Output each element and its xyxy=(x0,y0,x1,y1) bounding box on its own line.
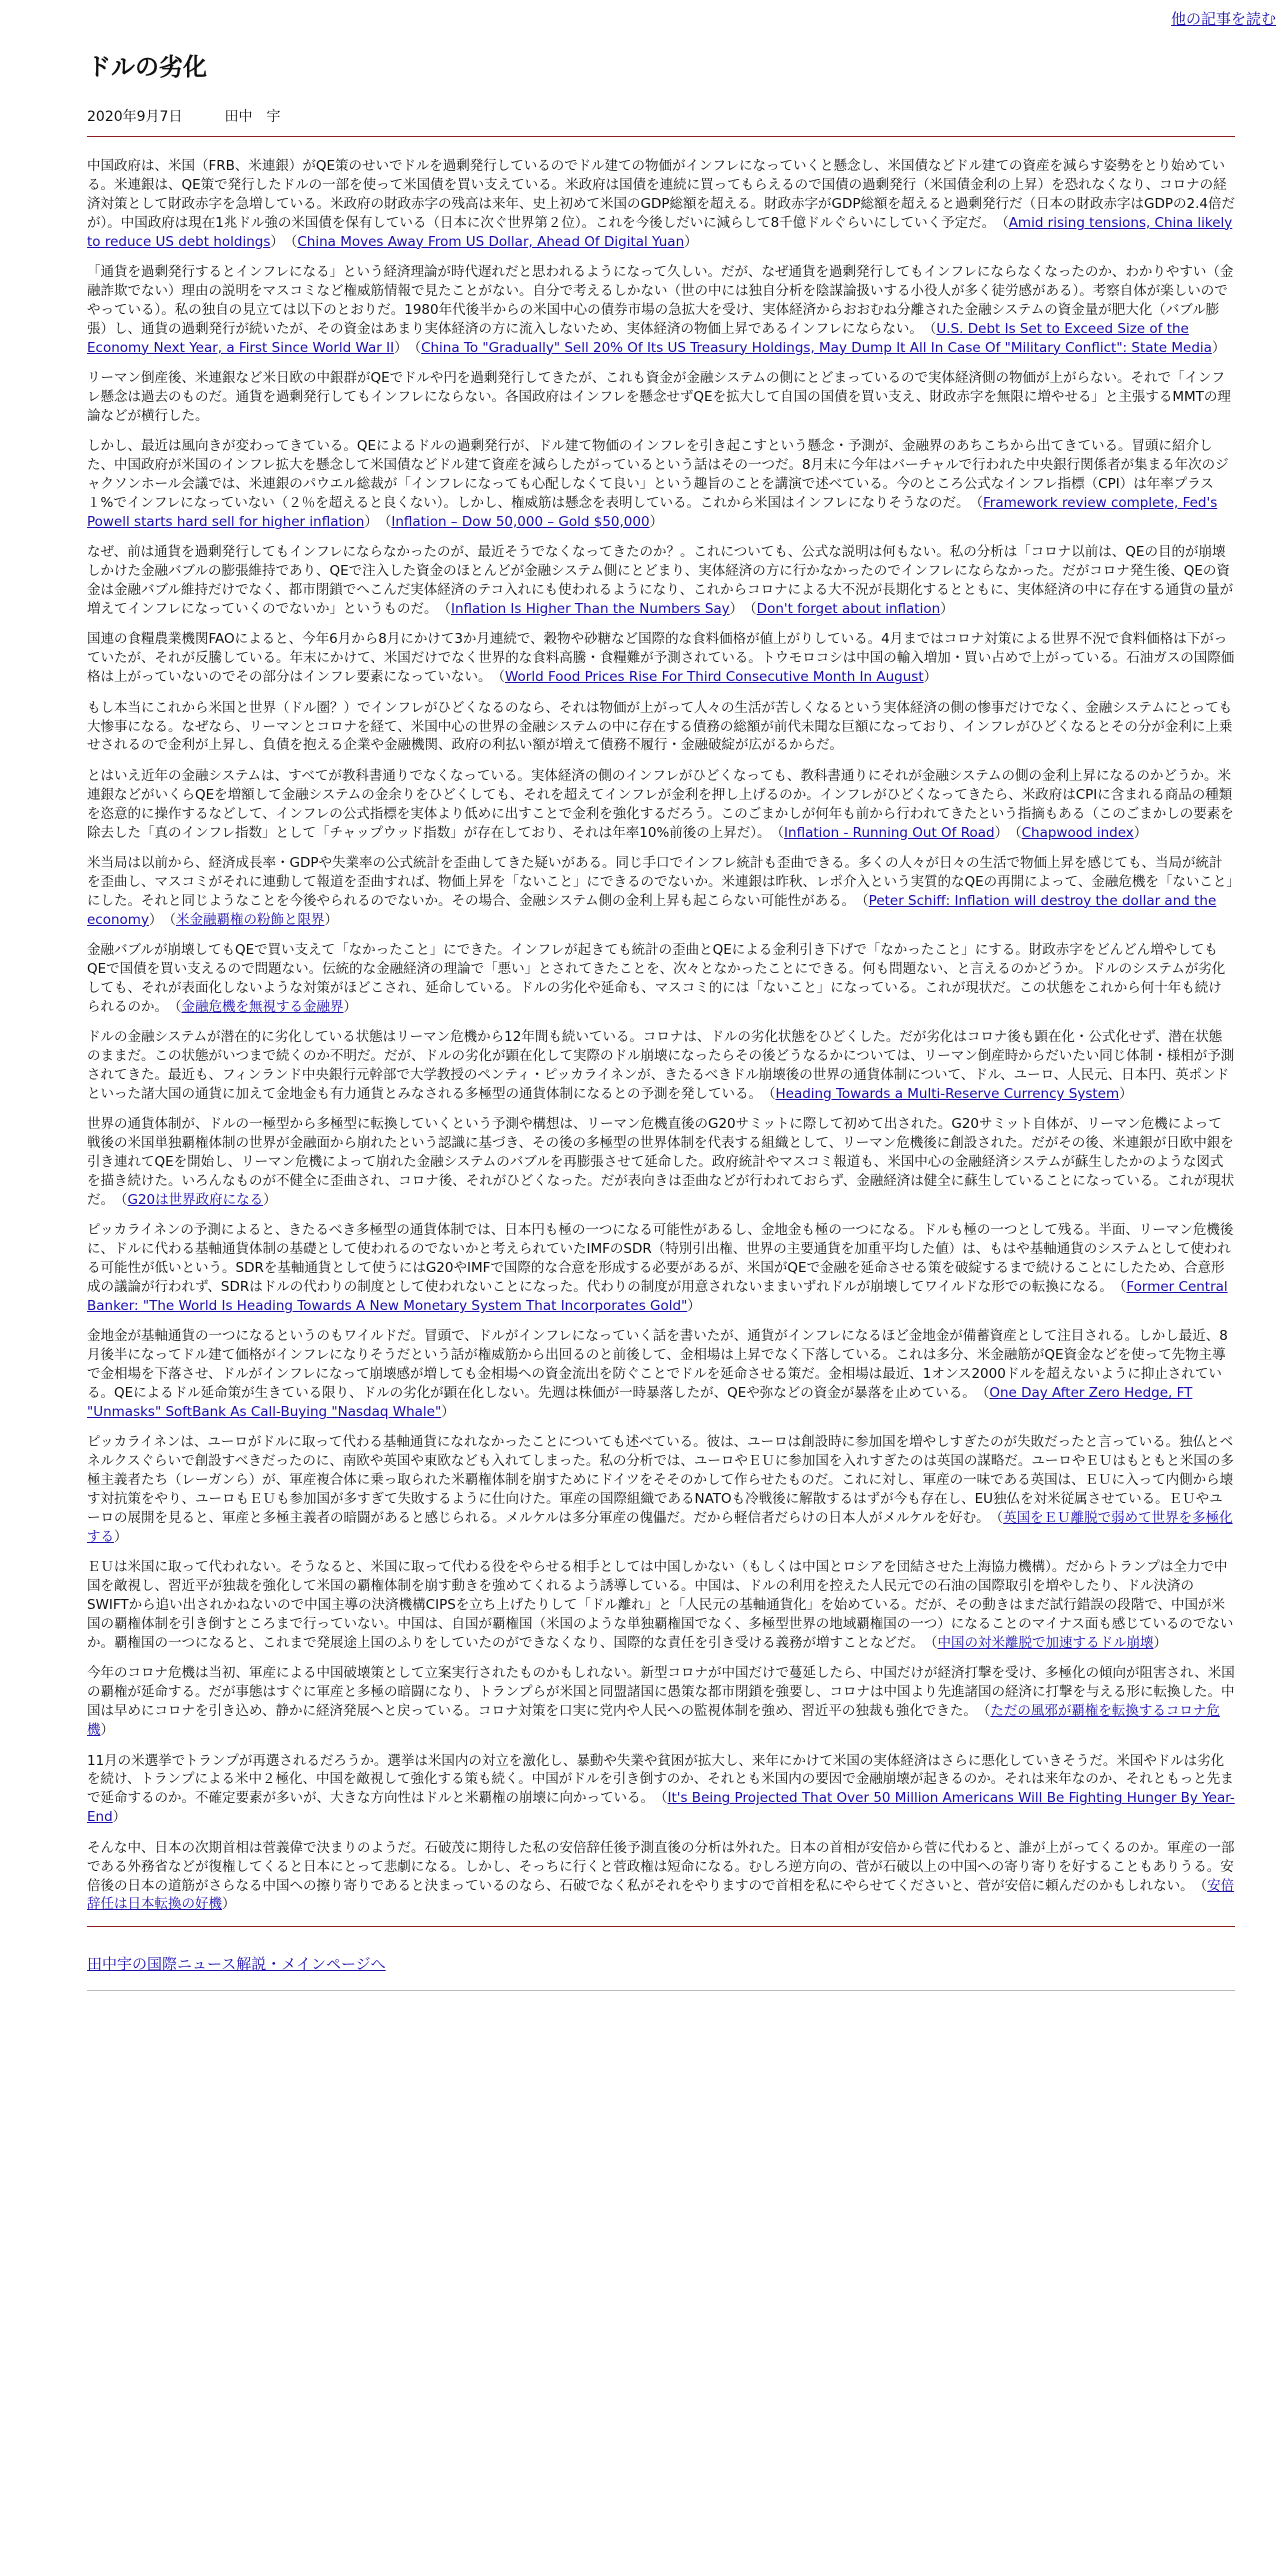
reference-link[interactable]: 金融危機を無視する金融界 xyxy=(181,998,344,1015)
reference-link[interactable]: Inflation - Running Out Of Road xyxy=(784,824,995,841)
other-articles-link[interactable]: 他の記事を読む xyxy=(1170,10,1276,28)
reference-link[interactable]: Former Central Banker: "The World Is Heading Towards A New Monetary System That Incorporates Gold" xyxy=(87,1279,1228,1315)
reference-link[interactable]: Framework review complete, Fed's Powell starts hard sell for higher inflation xyxy=(87,495,1218,530)
article-paragraph: 国連の食糧農業機関FAOによると、今年6月から8月にかけて3か月連続で、穀物や砂糖など国際的な食料価格が値上がりしている。4月まではコロナ対策による世界不況で食料価格は下がっていたが、それが反騰している。年末にかけて、米国だけでなく世界的な食料高騰・食糧難が予測されている。トウモロコシは中国の輸入増加・買い占めで上がっている。石油ガスの国際価格は上がっていないのでその部分はインフレ要素になっていない。 （World Food Prices Rise For Third Consecutive Month In August） xyxy=(87,631,1235,686)
paragraph-text: とはいえ近年の金融システムは、すべてが教科書通りでなくなっている。実体経済の側のインフレがひどくなっても、教科書通りにそれが金融システムの側の金利上昇になるのかどうか。米連銀などがいくらQEを増額して金融システムの金余りをひどくしても、それを超えてインフレが金利を押し上げるのか。インフレがひどくなってきたら、米政府はCPIに含まれる商品の種類を恣意的に操作するなどして、インフレの公式指標を実体より低めに出すことで金利を強化するだろう。このごまかしが何年も前から行われてきたという指摘もある（このごまかしの要素を除去した「真のインフレ指数」として「チャップウッド指数」が存在しており、それは年率10%前後の上昇だ）。 xyxy=(87,767,1234,841)
reference-link[interactable]: Inflation – Dow 50,000 – Gold $50,000 xyxy=(391,513,650,530)
reference-link[interactable]: Chapwood index xyxy=(1021,824,1134,841)
paragraph-text: なぜ、前は通貨を過剰発行してもインフレにならなかったのが、最近そうでなくなってきたのか？。これについても、公式な説明は何もない。私の分析は「コロナ以前は、QEの目的が崩壊しかけた金融バブルの膨張維持であり、QEで注入した資金のほとんどが金融システム側にとどまり、実体経済の方に行かなかったのでインフレにならなかった。だがコロナ発生後、QEの資金は金融バブル維持だけでなく、都市閉鎖でへこんだ実体経済のテコ入れにも使われるようになり、これからコロナによる大不況が長期化するとともに、実体経済の中に存在する通貨の量が増えてインフレになっていくのでないか」というものだ。 xyxy=(87,544,1234,618)
reference-link[interactable]: China To "Gradually" Sell 20% Of Its US Treasury Holdings, May Dump It All In Case Of "Military Conflict": State Media xyxy=(421,339,1212,356)
reference-link[interactable]: World Food Prices Rise For Third Consecutive Month In August xyxy=(504,669,924,686)
paragraph-text: 金地金が基軸通貨の一つになるというのもワイルドだ。冒頭で、ドルがインフレになっていく話を書いたが、通貨がインフレになるほど金地金が備蓄資産として注目される。しかし最近、8月後半になってドル建て価格がインフレになりそうだという話が権威筋から出回るのと前後して、金相場は上昇でなく下落している。これは多分、米金融筋がQE資金などを使って先物主導で金相場を下落させ、ドルがインフレになって崩壊感が増しても金相場への資金流出を防ぐことでドルを延命させる策だ。金相場は最近、1オンス2000ドルを超えないように抑止されている。QEによるドル延命策が生きている限り、ドルの劣化が顕在化しない。先週は株価が一時暴落したが、QEや弥などの資金が暴落を止めている。 xyxy=(87,1328,1228,1402)
article-paragraph: 11月の米選挙でトランプが再選されるだろうか。選挙は米国内の対立を激化し、暴動や失業や貧困が拡大し、来年にかけて米国の実体経済はさらに悪化していきそうだ。米国やドルは劣化を続け、トランプによる米中２極化、中国を敵視して強化する策も続く。中国がドルを引き倒すのか、それとも米国内の要因で金融崩壊が起きるのか。それは来年なのか、それともっと先まで延命するのか。不確定要素が多いが、大きな方向性はドルと米覇権の崩壊に向かっている。 （It's Being Projected That Over 50 Million Americans Will Be Fighting Hunger By Year-End） xyxy=(87,1752,1235,1826)
main-page-link[interactable]: 田中宇の国際ニュース解説・メインページへ xyxy=(87,1955,386,1974)
paragraph-text: 今年のコロナ危機は当初、軍産による中国破壊策として立案実行されたものかもしれない。新型コロナが中国だけで蔓延したら、中国だけが経済打撃を受け、多極化の傾向が阻害され、米国の覇権が延命する。だが事態はすぐに軍産と多極の暗闘になり、トランプらが米国と同盟諸国に愚策な都市閉鎖を強要し、コロナは中国より先進諸国の経済に打撃を与える形に転換した。中国は早めにコロナを引き込め、静かに経済発展へと戻っている。コロナ対策を口実に党内や人民への監視体制を強め、習近平の独裁も強化できた。 xyxy=(87,1665,1235,1720)
article-paragraph: ピッカライネンは、ユーロがドルに取って代わる基軸通貨になれなかったことについても述べている。彼は、ユーロは創設時に参加国を増やしすぎたのが失敗だったと言っている。独仏とベネルクスぐらいで創設すべきだったのに、南欧や英国や東欧なども入れてしまった。私の分析では、ユーロやＥＵに参加国を入れすぎたのは英国の謀略だ。ユーロやＥＵはもともと米国の多極主義者たち（レーガンら）が、軍産複合体に乗っ取られた米覇権体制を崩すためにドイツをそそのかして作らせたものだ。これに対し、軍産の一味である英国は、ＥＵに入って内側から壊す対抗策をやり、ユーロもＥＵも参加国が多すぎて失敗するように仕向けた。軍産の国際組織であるNATOも冷戦後に解散するはずが今も存在し、EU独仏を対米従属させている。ＥＵやユーロの展開を見ると、軍産と多極主義者の暗闘があると感じられる。メルケルは多分軍産の傀儡だ。だから軽信者だらけの日本人がメルケルを好む。 （英国をＥＵ離脱で弱めて世界を多極化する） xyxy=(87,1434,1234,1545)
paragraph-text: ピッカライネンの予測によると、きたるべき多極型の通貨体制では、日本円も極の一つになる可能性があるし、金地金も極の一つになる。ドルも極の一つとして残る。半面、リーマン危機後に、ドルに代わる基軸通貨体制の基礎として使われるのでないかと考えられていたIMFのSDR（特別引出権、世界の主要通貨を加重平均した値）は、もはや基軸通貨のシステムとして使われる可能性が低いという。SDRを基軸通貨として使うにはG20やIMFで国際的な合意を形成する必要があるが、米国がQEで金融を延命させる策を破綻するまで続けることにしたため、合意形成の議論が行われず、SDRはドルの代わりの制度として使われないことになった。代わりの制度が用意されないままいずれドルが崩壊してワイルドな形での転換になる。 xyxy=(87,1222,1234,1296)
author-name: 田中 宇 xyxy=(224,109,281,125)
byline xyxy=(87,108,1235,126)
article-paragraph: 「通貨を過剰発行するとインフレになる」という経済理論が時代遅れだと思われるようになって久しい。だが、なぜ通貨を過剰発行してもインフレにならなくなったのか、わかりやすい（金融詐欺でない）理由の説明をマスコミなど権威筋情報で見たことがない。自分で考えるしかない（世の中には独自分析を陰謀論扱いする小役人が多く徒労感がある）。考察自体が楽しいのでやっている）。私の独自の見立ては以下のとおりだ。1980年代後半からの米国中心の債券市場の急拡大を受け、実体経済からおおむね分離された金融システムの資金量が肥大化（バブル膨張）し、通貨の過剰発行が続いたが、その資金はあまり実体経済の方に流入しないため、実体経済の物価上昇であるインフレにならない。 （U.S. Debt Is Set to Exceed Size of the Economy Next Year, a First Since World War II） （China To "Gradually" Sell 20% Of Its US Treasury Holdings, May Dump It All In Case Of "Military Conflict": State Media） xyxy=(87,264,1234,356)
reference-link[interactable]: 米金融覇権の粉飾と限界 xyxy=(175,911,325,928)
reference-link[interactable]: ただの風邪が覇権を転換するコロナ危機 xyxy=(87,1703,1220,1739)
paragraph-text: もし本当にこれから米国と世界（ドル圏？）でインフレがひどくなるのなら、それは物価が上がって人々の生活が苦しくなるという実体経済の側の惨事だけでなく、金融システムにとっても大惨事になる。なぜなら、リーマンとコロナを経て、米国中心の世界の金融システムの中に存在する債務の総額が前代未聞な巨額になっており、インフレがひどくなるとその分が金利に上乗せされるので金利が上昇し、負債を抱える企業や金融機関、政府の利払い額が増えて債務不履行・金融破綻が広がるからだ。 xyxy=(87,699,1233,754)
reference-link[interactable]: 安倍辞任は日本転換の好機 xyxy=(87,1877,1235,1913)
article-paragraph: しかし、最近は風向きが変わってきている。QEによるドルの過剰発行が、ドル建て物価のインフレを引き起こすという懸念・予測が、金融界のあちこちから出てきている。冒頭に紹介した、中国政府が米国のインフレ拡大を懸念して米国債などドル建て資産を減らしたがっているという話はその一つだ。8月末に今年はバーチャルで行われた中央銀行関係者が集まる年次のジャクソンホール会議では、米連銀のパウエル総裁が「インフレになっても心配しなくて良い」という趣旨のことを講演で述べている。今のところ公式なインフレ指標（CPI）は年率プラス１%でインフレになっていない（２％を超えると良くない）。しかし、権威筋は懸念を表明している。これから米国はインフレになりそうなのだ。 （Framework review complete, Fed's Powell starts hard sell for higher inflation） （Inflation – Dow 50,000 – Gold $50,000） xyxy=(87,438,1229,530)
reference-link[interactable]: China Moves Away From US Dollar, Ahead Of Digital Yuan xyxy=(297,233,685,250)
reference-link[interactable]: U.S. Debt Is Set to Exceed Size of the Economy Next Year, a First Since World War II xyxy=(87,320,1189,356)
article-paragraph: ピッカライネンの予測によると、きたるべき多極型の通貨体制では、日本円も極の一つになる可能性があるし、金地金も極の一つになる。ドルも極の一つとして残る。半面、リーマン危機後に、ドルに代わる基軸通貨体制の基礎として使われるのでないかと考えられていたIMFのSDR（特別引出権、世界の主要通貨を加重平均した値）は、もはや基軸通貨のシステムとして使われる可能性が低いという。SDRを基軸通貨として使うにはG20やIMFで国際的な合意を形成する必要があるが、米国がQEで金融を延命させる策を破綻するまで続けることにしたため、合意形成の議論が行われず、SDRはドルの代わりの制度として使われないことになった。代わりの制度が用意されないままいずれドルが崩壊してワイルドな形での転換になる。 （Former Central Banker: "The World Is Heading Towards A New Monetary System That Incorporates Gold"） xyxy=(87,1222,1234,1315)
reference-link[interactable]: It's Being Projected That Over 50 Million Americans Will Be Fighting Hunger By Year-End xyxy=(87,1790,1235,1826)
reference-link[interactable]: 中国の対米離脱で加速するドル崩壊 xyxy=(937,1635,1154,1652)
paragraph-text: ピッカライネンは、ユーロがドルに取って代わる基軸通貨になれなかったことについても述べている。彼は、ユーロは創設時に参加国を増やしすぎたのが失敗だったと言っている。独仏とベネルクスぐらいで創設すべきだったのに、南欧や英国や東欧なども入れてしまった。私の分析では、ユーロやＥＵに参加国を入れすぎたのは英国の謀略だ。ユーロやＥＵはもともと米国の多極主義者たち（レーガンら）が、軍産複合体に乗っ取られた米覇権体制を崩すためにドイツをそそのかして作らせたものだ。これに対し、軍産の一味である英国は、ＥＵに入って内側から壊す対抗策をやり、ユーロもＥＵも参加国が多すぎて失敗するように仕向けた。軍産の国際組織であるNATOも冷戦後に解散するはずが今も存在し、EU独仏を対米従属させている。ＥＵやユーロの展開を見ると、軍産と多極主義者の暗闘があると感じられる。メルケルは多分軍産の傀儡だ。だから軽信者だらけの日本人がメルケルを好む。 xyxy=(87,1434,1234,1527)
reference-link[interactable]: Peter Schiff: Inflation will destroy the dollar and the economy xyxy=(87,892,1217,928)
paragraph-text: リーマン倒産後、米連銀など米日欧の中銀群がQEでドルや円を過剰発行してきたが、これも資金が金融システムの側にとどまっているので実体経済側の物価が上がらない。それで「インフレ懸念は過去のものだ。通貨を過剰発行してもインフレにならない。各国政府はインフレを懸念せずQEを拡大して自国の国債を買い支え、財政赤字を無限に増やせる」と主張するMMTの理論などが横行した。 xyxy=(87,370,1231,424)
footer-divider xyxy=(87,1926,1235,1927)
title-divider xyxy=(87,136,1235,137)
paragraph-text: ＥＵは米国に取って代われない。そうなると、米国に取って代わる役をやらせる相手としては中国しかない（もしくは中国とロシアを団結させた上海協力機構）。だからトランプは全力で中国を敵視し、習近平が独裁を強化して米国の覇権体制を崩す動きを強めてくれるよう誘導している。中国は、ドルの利用を控えた人民元での石油の国際取引を増やしたり、ドル決済のSWIFTから追い出されかねないので中国主導の決済機構CIPSを立ち上げたりして「ドル離れ」と「人民元の基軸通貨化」を始めている。だが、その動きはまだ試行錯誤の段階で、中国が米国の覇権体制を引き倒すところまで行っていない。中国は、自国が覇権国（米国のような単独覇権国でなく、多極型世界の地域覇権国の一つ）になることのマイナス面も感じているのでないか。覇権国の一つになると、これまで発展途上国のふりをしていたのができなくなり、国際的な責任を引き受ける義務が増すことなどだ。 xyxy=(87,1559,1234,1652)
paragraph-text: 中国政府は、米国（FRB、米連銀）がQE策のせいでドルを過剰発行しているのでドル建ての物価がインフレになっていくと懸念し、米国債などドル建ての資産を減らす姿勢をとり始めている。米連銀は、QE策で発行したドルの一部を使って米国債を買い支えている。米政府は国債を連続に買ってもらえるので国債の過剰発行（米国債金利の上昇）を恐れなくなり、コロナの経済対策として財政赤字を急増している。米政府の財政赤字の残高は来年、史上初めて米国のGDP総額を超える。財政赤字がGDP総額を超えると過剰発行だ（日本の財政赤字はGDPの2.4倍だが）。中国政府は現在1兆ドル強の米国債を保有している（日本に次ぐ世界第２位）。これを今後しだいに減らして8千億ドルぐらいにしていく予定だ。 xyxy=(87,158,1235,231)
paragraph-text: 「通貨を過剰発行するとインフレになる」という経済理論が時代遅れだと思われるようになって久しい。だが、なぜ通貨を過剰発行してもインフレにならなくなったのか、わかりやすい（金融詐欺でない）理由の説明をマスコミなど権威筋情報で見たことがない。自分で考えるしかない（世の中には独自分析を陰謀論扱いする小役人が多く徒労感がある）。考察自体が楽しいのでやっている）。私の独自の見立ては以下のとおりだ。1980年代後半からの米国中心の債券市場の急拡大を受け、実体経済からおおむね分離された金融システムの資金量が肥大化（バブル膨張）し、通貨の過剰発行が続いたが、その資金はあまり実体経済の方に流入しないため、実体経済の物価上昇であるインフレにならない。 xyxy=(87,264,1234,337)
paragraph-text: 米当局は以前から、経済成長率・GDPや失業率の公式統計を歪曲してきた疑いがある。同じ手口でインフレ統計も歪曲できる。多くの人々が日々の生活で物価上昇を感じても、当局が統計を歪曲し、マスコミがそれに連動して報道を歪曲すれば、物価上昇を「ないこと」にできるのでないか。米連銀は昨秋、レポ介入という実質的なQEの再開によって、金融危機を「ないこと」にした。それと同じようなことを今後やられるのでないか。その場合、金融システム側の金利上昇も起こらない可能性がある。 xyxy=(87,855,1234,909)
article-paragraph: なぜ、前は通貨を過剰発行してもインフレにならなかったのが、最近そうでなくなってきたのか？。これについても、公式な説明は何もない。私の分析は「コロナ以前は、QEの目的が崩壊しかけた金融バブルの膨張維持であり、QEで注入した資金のほとんどが金融システム側にとどまり、実体経済の方に行かなかったのでインフレにならなかった。だがコロナ発生後、QEの資金は金融バブル維持だけでなく、都市閉鎖でへこんだ実体経済のテコ入れにも使われるようになり、これからコロナによる大不況が長期化するとともに、実体経済の中に存在する通貨の量が増えてインフレになっていくのでないか」というものだ。 （Inflation Is Higher Than the Numbers Say） （Don't forget about inflation） xyxy=(87,544,1234,618)
paragraph-text: 11月の米選挙でトランプが再選されるだろうか。選挙は米国内の対立を激化し、暴動や失業や貧困が拡大し、来年にかけて米国の実体経済はさらに悪化していきそうだ。米国やドルは劣化を続け、トランプによる米中２極化、中国を敵視して強化する策も続く。中国がドルを引き倒すのか、それとも米国内の要因で金融崩壊が起きるのか。それは来年なのか、それともっと先まで延命するのか。不確定要素が多いが、大きな方向性はドルと米覇権の崩壊に向かっている。 xyxy=(87,1752,1234,1807)
reference-link[interactable]: Inflation Is Higher Than the Numbers Say xyxy=(450,601,730,618)
reference-link[interactable]: 英国をＥＵ離脱で弱めて世界を多極化する xyxy=(87,1510,1233,1545)
paragraph-text: 国連の食糧農業機関FAOによると、今年6月から8月にかけて3か月連続で、穀物や砂糖など国際的な食料価格が値上がりしている。4月まではコロナ対策による世界不況で食料価格は下がっていたが、それが反騰している。年末にかけて、米国だけでなく世界的な食料高騰・食糧難が予測されている。トウモロコシは中国の輸入増加・買い占めで上がっている。石油ガスの国際価格は上がっていないのでその部分はインフレ要素になっていない。 xyxy=(87,631,1235,686)
article-paragraph: とはいえ近年の金融システムは、すべてが教科書通りでなくなっている。実体経済の側のインフレがひどくなっても、教科書通りにそれが金融システムの側の金利上昇になるのかどうか。米連銀などがいくらQEを増額して金融システムの金余りをひどくしても、それを超えてインフレが金利を押し上げるのか。インフレがひどくなってきたら、米政府はCPIに含まれる商品の種類を恣意的に操作するなどして、インフレの公式指標を実体より低めに出すことで金利を強化するだろう。このごまかしが何年も前から行われてきたという指摘もある（このごまかしの要素を除去した「真のインフレ指数」として「チャップウッド指数」が存在しており、それは年率10%前後の上昇だ）。 （Inflation - Running Out Of Road） （Chapwood index） xyxy=(87,767,1234,841)
paragraph-text: ドルの金融システムが潜在的に劣化している状態はリーマン危機から12年間も続いている。コロナは、ドルの劣化状態をひどくした。だが劣化はコロナ後も顕在化・公式化せず、潜在状態のままだ。この状態がいつまで続くのか不明だ。だが、ドルの劣化が顕在化して実際のドル崩壊になったらその後どうなるかについては、リーマン倒産時からだいたい同じ体制・様相が予測されてきた。最近も、フィンランド中央銀行元幹部で大学教授のペンティ・ピッカライネンが、きたるべきドル崩壊後の世界の通貨体制について、ドル、ユーロ、人民元、日本円、英ポンドといった諸大国の通貨に加えて金地金も有力通貨とみなされる多極型の通貨体制になるとの予測を発している。 xyxy=(87,1029,1235,1102)
paragraph-text: そんな中、日本の次期首相は菅義偉で決まりのようだ。石破茂に期待した私の安倍辞任後予測直後の分析は外れた。日本の首相が安倍から菅に代わると、誰が上がってくるのか。軍産の一部である外務省などが復権してくると日本にとって悲劇になる。しかし、そっちに行くと菅政権は短命になる。むしろ逆方向の、菅が石破以上の中国への寄り寄りを好することもありうる。安倍後の日本の道筋がさらなる中国への擦り寄りであると決まっているのなら、石破でなく私がそれをやりますので首相を私にやらせてくださいと、菅が安倍に頼んだのかもしれない。 xyxy=(87,1839,1235,1894)
article-paragraph xyxy=(87,369,1235,426)
article-paragraph: 世界の通貨体制が、ドルの一極型から多極型に転換していくという予測や構想は、リーマン危機直後のG20サミットに際して初めて出された。G20サミット自体が、リーマン危機によって戦後の米国単独覇権体制の世界が金融面から崩れたという認識に基づき、その後の多極型の世界体制を代表する組織として、リーマン危機後に創設された。だがその後、米連銀が日欧中銀を引き連れてQEを開始し、リーマン危機によって崩れた金融システムのバブルを再膨張させて延命した。政府統計やマスコミ報道も、米国中心の金融経済システムが蘇生したかのような図式を描き続けた。いろんなものが不健全に歪曲され、コロナ後、それがひどくなった。だが表向きは歪曲などが行われておらず、金融経済は健全に蘇生していることになっている。これが現状だ。 （G20は世界政府になる） xyxy=(87,1116,1235,1208)
article-container xyxy=(87,0,1235,1999)
page-title: ドルの劣化 xyxy=(87,53,207,81)
reference-link[interactable]: Amid rising tensions, China likely to reduce US debt holdings xyxy=(87,214,1233,250)
reference-link[interactable]: One Day After Zero Hedge, FT "Unmasks" SoftBank As Call-Buying "Nasdaq Whale" xyxy=(87,1385,1193,1421)
reference-link[interactable]: Don't forget about inflation xyxy=(756,601,941,618)
article-paragraph: 中国政府は、米国（FRB、米連銀）がQE策のせいでドルを過剰発行しているのでドル建ての物価がインフレになっていくと懸念し、米国債などドル建ての資産を減らす姿勢をとり始めている。米連銀は、QE策で発行したドルの一部を使って米国債を買い支えている。米政府は国債を連続に買ってもらえるので国債の過剰発行（米国債金利の上昇）を恐れなくなり、コロナの経済対策として財政赤字を急増している。米政府の財政赤字の残高は来年、史上初めて米国のGDP総額を超える。財政赤字がGDP総額を超えると過剰発行だ（日本の財政赤字はGDPの2.4倍だが）。中国政府は現在1兆ドル強の米国債を保有している（日本に次ぐ世界第２位）。これを今後しだいに減らして8千億ドルぐらいにしていく予定だ。 （Amid rising tensions, China likely to reduce US debt holdings） （China Moves Away From US Dollar, Ahead Of Digital Yuan） xyxy=(87,158,1235,250)
article-paragraph: ＥＵは米国に取って代われない。そうなると、米国に取って代わる役をやらせる相手としては中国しかない（もしくは中国とロシアを団結させた上海協力機構）。だからトランプは全力で中国を敵視し、習近平が独裁を強化して米国の覇権体制を崩す動きを強めてくれるよう誘導している。中国は、ドルの利用を控えた人民元での石油の国際取引を増やしたり、ドル決済のSWIFTから追い出されかねないので中国主導の決済機構CIPSを立ち上げたりして「ドル離れ」と「人民元の基軸通貨化」を始めている。だが、その動きはまだ試行錯誤の段階で、中国が米国の覇権体制を引き倒すところまで行っていない。中国は、自国が覇権国（米国のような単独覇権国でなく、多極型世界の地域覇権国の一つ）になることのマイナス面も感じているのでないか。覇権国の一つになると、これまで発展途上国のふりをしていたのができなくなり、国際的な責任を引き受ける義務が増すことなどだ。 （中国の対米離脱で加速するドル崩壊） xyxy=(87,1559,1234,1652)
paragraph-text: しかし、最近は風向きが変わってきている。QEによるドルの過剰発行が、ドル建て物価のインフレを引き起こすという懸念・予測が、金融界のあちこちから出てきている。冒頭に紹介した、中国政府が米国のインフレ拡大を懸念して米国債などドル建て資産を減らしたがっているという話はその一つだ。8月末に今年はバーチャルで行われた中央銀行関係者が集まる年次のジャクソンホール会議では、米連銀のパウエル総裁が「インフレになっても心配しなくて良い」という趣旨のことを講演で述べている。今のところ公式なインフレ指標（CPI）は年率プラス１%でインフレになっていない（２％を超えると良くない）。しかし、権威筋は懸念を表明している。これから米国はインフレになりそうなのだ。 xyxy=(87,438,1229,511)
article-body xyxy=(87,157,1235,1914)
article-paragraph xyxy=(87,699,1235,756)
paragraph-text: 金融バブルが崩壊してもQEで買い支えて「なかったこと」にできた。インフレが起きても統計の歪曲とQEによる金利引き下げで「なかったこと」にする。財政赤字をどんどん増やしてもQEで国債を買い支えるので問題ない。伝統的な金融経済の理論で「悪い」とされてきたことを、次々となかったことにできる。何も問題ない、と言えるのかどうか。ドルのシステムが劣化しても、それが表面化しないような対策がほどこされ、延命している。ドルの劣化や延命も、マスコミ的には「ないこと」になっている。これが現状だ。この状態をこれから何十年も続けられるのか。 xyxy=(87,942,1226,1015)
article-date: 2020年9月7日 xyxy=(87,109,183,125)
paragraph-text: 世界の通貨体制が、ドルの一極型から多極型に転換していくという予測や構想は、リーマン危機直後のG20サミットに際して初めて出された。G20サミット自体が、リーマン危機によって戦後の米国単独覇権体制の世界が金融面から崩れたという認識に基づき、その後の多極型の世界体制を代表する組織として、リーマン危機後に創設された。だがその後、米連銀が日欧中銀を引き連れてQEを開始し、リーマン危機によって崩れた金融システムのバブルを再膨張させて延命した。政府統計やマスコミ報道も、米国中心の金融経済システムが蘇生したかのような図式を描き続けた。いろんなものが不健全に歪曲され、コロナ後、それがひどくなった。だが表向きは歪曲などが行われておらず、金融経済は健全に蘇生していることになっている。これが現状だ。 xyxy=(87,1116,1235,1208)
article-paragraph: 金融バブルが崩壊してもQEで買い支えて「なかったこと」にできた。インフレが起きても統計の歪曲とQEによる金利引き下げで「なかったこと」にする。財政赤字をどんどん増やしてもQEで国債を買い支えるので問題ない。伝統的な金融経済の理論で「悪い」とされてきたことを、次々となかったことにできる。何も問題ない、と言えるのかどうか。ドルのシステムが劣化しても、それが表面化しないような対策がほどこされ、延命している。ドルの劣化や延命も、マスコミ的には「ないこと」になっている。これが現状だ。この状態をこれから何十年も続けられるのか。 （金融危機を無視する金融界） xyxy=(87,942,1226,1015)
article-paragraph: 金地金が基軸通貨の一つになるというのもワイルドだ。冒頭で、ドルがインフレになっていく話を書いたが、通貨がインフレになるほど金地金が備蓄資産として注目される。しかし最近、8月後半になってドル建て価格がインフレになりそうだという話が権威筋から出回るのと前後して、金相場は上昇でなく下落している。これは多分、米金融筋がQE資金などを使って先物主導で金相場を下落させ、ドルがインフレになって崩壊感が増しても金相場への資金流出を防ぐことでドルを延命させる策だ。金相場は最近、1オンス2000ドルを超えないように抑止されている。QEによるドル延命策が生きている限り、ドルの劣化が顕在化しない。先週は株価が一時暴落したが、QEや弥などの資金が暴落を止めている。 （One Day After Zero Hedge, FT "Unmasks" SoftBank As Call-Buying "Nasdaq Whale"） xyxy=(87,1328,1228,1421)
article-paragraph: 米当局は以前から、経済成長率・GDPや失業率の公式統計を歪曲してきた疑いがある。同じ手口でインフレ統計も歪曲できる。多くの人々が日々の生活で物価上昇を感じても、当局が統計を歪曲し、マスコミがそれに連動して報道を歪曲すれば、物価上昇を「ないこと」にできるのでないか。米連銀は昨秋、レポ介入という実質的なQEの再開によって、金融危機を「ないこと」にした。それと同じようなことを今後やられるのでないか。その場合、金融システム側の金利上昇も起こらない可能性がある。 （Peter Schiff: Inflation will destroy the dollar and the economy） （米金融覇権の粉飾と限界） xyxy=(87,855,1234,928)
reference-link[interactable]: G20は世界政府になる xyxy=(127,1192,264,1208)
article-paragraph: 今年のコロナ危機は当初、軍産による中国破壊策として立案実行されたものかもしれない。新型コロナが中国だけで蔓延したら、中国だけが経済打撃を受け、多極化の傾向が阻害され、米国の覇権が延命する。だが事態はすぐに軍産と多極の暗闘になり、トランプらが米国と同盟諸国に愚策な都市閉鎖を強要し、コロナは中国より先進諸国の経済に打撃を与える形に転換した。中国は早めにコロナを引き込め、静かに経済発展へと戻っている。コロナ対策を口実に党内や人民への監視体制を強め、習近平の独裁も強化できた。 （ただの風邪が覇権を転換するコロナ危機） xyxy=(87,1665,1235,1739)
footer-bottom-divider xyxy=(87,1990,1235,1991)
article-paragraph: ドルの金融システムが潜在的に劣化している状態はリーマン危機から12年間も続いている。コロナは、ドルの劣化状態をひどくした。だが劣化はコロナ後も顕在化・公式化せず、潜在状態のままだ。この状態がいつまで続くのか不明だ。だが、ドルの劣化が顕在化して実際のドル崩壊になったらその後どうなるかについては、リーマン倒産時からだいたい同じ体制・様相が予測されてきた。最近も、フィンランド中央銀行元幹部で大学教授のペンティ・ピッカライネンが、きたるべきドル崩壊後の世界の通貨体制について、ドル、ユーロ、人民元、日本円、英ポンドといった諸大国の通貨に加えて金地金も有力通貨とみなされる多極型の通貨体制になるとの予測を発している。 （Heading Towards a Multi-Reserve Currency System） xyxy=(87,1029,1235,1102)
article-paragraph: そんな中、日本の次期首相は菅義偉で決まりのようだ。石破茂に期待した私の安倍辞任後予測直後の分析は外れた。日本の首相が安倍から菅に代わると、誰が上がってくるのか。軍産の一部である外務省などが復権してくると日本にとって悲劇になる。しかし、そっちに行くと菅政権は短命になる。むしろ逆方向の、菅が石破以上の中国への寄り寄りを好することもありうる。安倍後の日本の道筋がさらなる中国への擦り寄りであると決まっているのなら、石破でなく私がそれをやりますので首相を私にやらせてくださいと、菅が安倍に頼んだのかもしれない。 （安倍辞任は日本転換の好機） xyxy=(87,1839,1235,1913)
reference-link[interactable]: Heading Towards a Multi-Reserve Currency System xyxy=(775,1085,1120,1102)
